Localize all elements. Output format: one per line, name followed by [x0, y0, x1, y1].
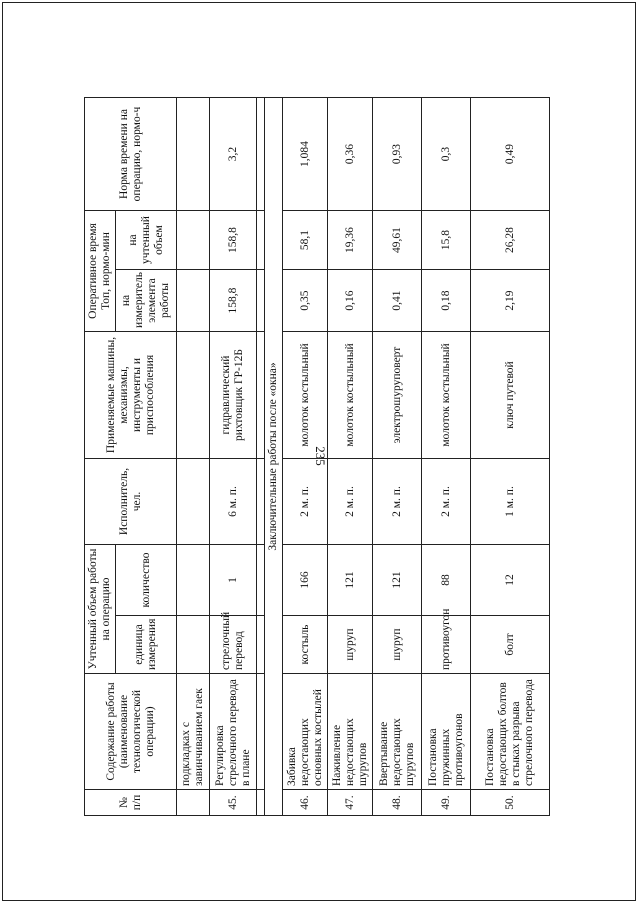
- row-content: Ввертывание недостающих шурупов: [373, 674, 422, 790]
- row-content: Постановка пружинных противоугонов: [422, 674, 471, 790]
- row-quantity: 166: [283, 545, 328, 616]
- row-norm: 0,49: [471, 98, 550, 211]
- header-row-1: [85, 98, 116, 816]
- header-time-volume: на учтенный объем: [116, 211, 177, 270]
- row-num: 49.: [422, 790, 471, 816]
- continuation-content: подкладках с завинчиванием гаек: [177, 674, 210, 790]
- row-norm: 0,3: [422, 98, 471, 211]
- header-machines: Применяемые машины, механизмы, инструменты и приспособления: [85, 332, 177, 459]
- row-time-meter: 2,19: [471, 270, 550, 332]
- row-time-volume: 19,36: [328, 211, 373, 270]
- table-row: [422, 98, 471, 816]
- header-time-group: Оперативное время Топ, нормо-мин: [85, 211, 116, 332]
- row-time-volume: 26,28: [471, 211, 550, 270]
- table-row: [283, 98, 328, 816]
- norms-table: [84, 97, 550, 816]
- row-machines: ключ путевой: [471, 332, 550, 459]
- row-machines: молоток костыльный: [283, 332, 328, 459]
- header-norm: Норма времени на операцию, нормо-ч: [85, 98, 177, 211]
- row-quantity: 12: [471, 545, 550, 616]
- header-unit: единица измерения: [116, 616, 177, 674]
- row-machines: молоток костыльный: [422, 332, 471, 459]
- row-norm: 0,36: [328, 98, 373, 211]
- row-num: 50.: [471, 790, 550, 816]
- table-row: [471, 98, 550, 816]
- table-row: [210, 98, 257, 816]
- header-num: № п/п: [85, 790, 177, 816]
- row-unit: шуруп: [328, 616, 373, 674]
- row-unit: болт: [471, 616, 550, 674]
- row-num: 45.: [210, 790, 257, 816]
- row-executor: 1 м. п.: [471, 459, 550, 545]
- row-unit: костыль: [283, 616, 328, 674]
- table-row: [328, 98, 373, 816]
- section-row: [265, 98, 283, 816]
- row-time-meter: 0,16: [328, 270, 373, 332]
- rotated-content: [84, 0, 617, 816]
- row-unit: противоугон: [422, 616, 471, 674]
- row-num: 48.: [373, 790, 422, 816]
- row-unit: шуруп: [373, 616, 422, 674]
- row-quantity: 88: [422, 545, 471, 616]
- row-quantity: 121: [373, 545, 422, 616]
- row-executor: 2 м. п.: [373, 459, 422, 545]
- row-executor: 2 м. п.: [422, 459, 471, 545]
- row-norm: 0,93: [373, 98, 422, 211]
- header-time-meter: на измеритель элемента работы: [116, 270, 177, 332]
- row-time-meter: 0,18: [422, 270, 471, 332]
- row-content: Постановка недостающих болтов в стыках разрыва стрелочного перевода: [471, 674, 550, 790]
- page-number: 235: [313, 446, 328, 466]
- row-unit: стрелочный перевод: [210, 616, 257, 674]
- row-machines: гидравлический рихтовщик ГР-12Б: [210, 332, 257, 459]
- row-time-volume: 49,61: [373, 211, 422, 270]
- row-time-volume: 58,1: [283, 211, 328, 270]
- header-quantity: количество: [116, 545, 177, 616]
- table-row: [373, 98, 422, 816]
- header-executor: Исполнитель, чел.: [85, 459, 177, 545]
- row-norm: 1,084: [283, 98, 328, 211]
- header-content: Содержание работы (наименование технологической операции): [85, 674, 177, 790]
- row-content: Наживление недостающих шурупов: [328, 674, 373, 790]
- row-executor: 2 м. п.: [328, 459, 373, 545]
- continuation-row: [177, 98, 210, 816]
- row-time-volume: 158,8: [210, 211, 257, 270]
- row-time-meter: 0,41: [373, 270, 422, 332]
- gap-row: [257, 98, 265, 816]
- row-content: Регулировка стрелочного перевода в плане: [210, 674, 257, 790]
- row-num: 47.: [328, 790, 373, 816]
- row-machines: электрошуруповерт: [373, 332, 422, 459]
- row-time-meter: 0,35: [283, 270, 328, 332]
- row-num: 46.: [283, 790, 328, 816]
- section-title: Заключительные работы после «окна»: [265, 98, 283, 816]
- row-executor: 6 м. п.: [210, 459, 257, 545]
- row-time-volume: 15,8: [422, 211, 471, 270]
- row-quantity: 121: [328, 545, 373, 616]
- header-volume-group: Учтенный объем работы на операцию: [85, 545, 116, 674]
- row-time-meter: 158,8: [210, 270, 257, 332]
- row-executor: 2 м. п.: [283, 459, 328, 545]
- row-machines: молоток костыльный: [328, 332, 373, 459]
- row-content: Забивка недостающих основных костылей: [283, 674, 328, 790]
- row-quantity: 1: [210, 545, 257, 616]
- row-norm: 3,2: [210, 98, 257, 211]
